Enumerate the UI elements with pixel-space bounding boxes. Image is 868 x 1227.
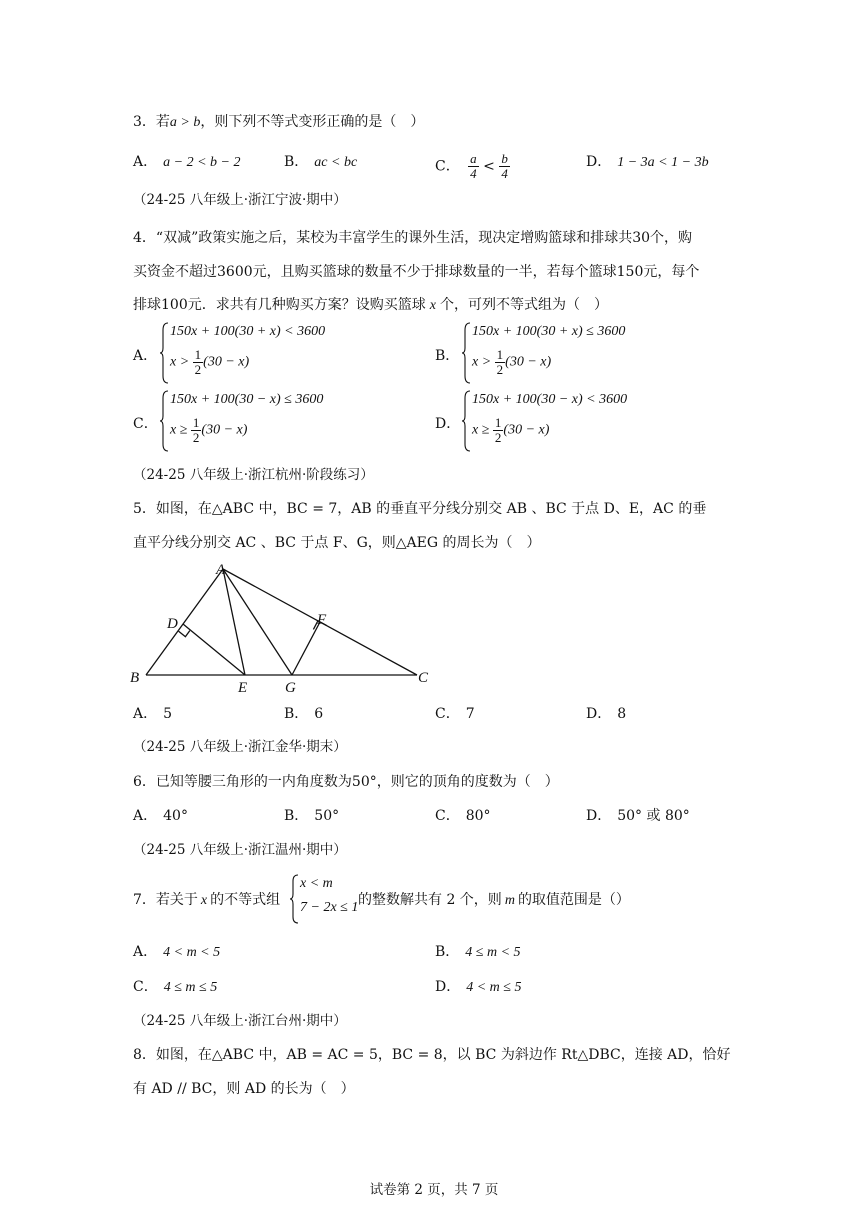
- q4-option-a-system: [160, 322, 390, 384]
- option-label: C．: [435, 706, 460, 722]
- frac-num: 1: [494, 415, 502, 430]
- segment-ab: [146, 569, 223, 675]
- q7-prefix: 7．若关于: [133, 892, 198, 908]
- option-label: C．: [435, 158, 460, 175]
- q4-source: （24-25 八年级上·浙江杭州·阶段练习）: [133, 467, 374, 483]
- option-text: 80°: [465, 808, 491, 824]
- option-text: 4 ≤ m < 5: [465, 945, 521, 960]
- q6-option-d: [586, 806, 690, 826]
- brace-icon: [462, 322, 472, 384]
- option-text: 8: [617, 706, 627, 722]
- q4-option-a-label: A．: [133, 348, 158, 364]
- option-text: 4 ≤ m ≤ 5: [163, 980, 218, 995]
- option-label: B．: [284, 808, 309, 824]
- option-label: C．: [435, 808, 460, 824]
- option-label: D．: [435, 979, 461, 995]
- label-d: D: [167, 616, 178, 632]
- frac-den: 4: [470, 166, 477, 181]
- option-text: 4 < m ≤ 5: [466, 980, 522, 995]
- less-than: <: [483, 158, 495, 175]
- q5-triangle-figure: [120, 558, 450, 698]
- q3-stem-prefix: 3．若: [133, 114, 170, 130]
- option-text: a − 2 < b − 2: [163, 155, 241, 170]
- label-b: B: [130, 670, 140, 686]
- option-label: B．: [284, 706, 309, 722]
- q3-option-c: [435, 152, 510, 181]
- option-label: B．: [435, 944, 460, 960]
- frac-den: 4: [501, 166, 508, 181]
- label-c: C: [418, 670, 429, 686]
- q3-option-b: [284, 152, 357, 173]
- q6-source: （24-25 八年级上·浙江温州·期中）: [133, 842, 347, 858]
- q7-system: [290, 874, 360, 924]
- q5-option-d: [586, 704, 626, 724]
- q4-option-d-label: D．: [435, 416, 461, 432]
- option-text: 40°: [163, 808, 188, 824]
- system-row-1: 150x + 100(30 − x) ≤ 3600: [170, 392, 324, 407]
- page-footer: 试卷第 2 页，共 7 页: [369, 1182, 499, 1198]
- option-label: D．: [586, 808, 612, 824]
- q5-source: （24-25 八年级上·浙江金华·期末）: [133, 739, 347, 755]
- system-row-2: [472, 416, 549, 445]
- q7-mid: 的不等式组: [210, 892, 281, 908]
- q4-line-3-a: 排球100元．求共有几种购买方案？设购买篮球: [133, 297, 426, 313]
- system-row-1: 150x + 100(30 − x) < 3600: [472, 392, 628, 407]
- system-row-2: [170, 416, 247, 445]
- brace-icon: [160, 322, 170, 384]
- q7-stem-prefix: [133, 890, 280, 911]
- option-text: 5: [163, 706, 173, 722]
- fraction-half: [493, 416, 504, 445]
- fraction-half: [191, 416, 202, 445]
- q4-option-c-label: C．: [133, 416, 158, 432]
- right-angle-mark-d: [179, 631, 190, 637]
- q7-option-c: [133, 977, 217, 998]
- frac-num: 1: [194, 347, 202, 362]
- system-row-2: [170, 348, 249, 377]
- frac-den: 2: [494, 430, 502, 445]
- q7-stem-suffix: [358, 890, 630, 911]
- q4-line-3-b: 个，可列不等式组为（ ）: [439, 297, 608, 313]
- q7-suffix: 的整数解共有 2 个，则: [358, 892, 502, 908]
- q7-option-d: [435, 977, 521, 998]
- label-f: F: [317, 612, 327, 628]
- option-label: A．: [133, 706, 158, 722]
- q4-option-b-label: B．: [435, 348, 460, 364]
- q7-option-b: [435, 942, 521, 963]
- system-row-2: 7 − 2x ≤ 1: [300, 900, 359, 915]
- q8-line-1: 8．如图，在△ABC 中，AB = AC = 5，BC = 8，以 BC 为斜边作 Rt△DBC，连接 AD，恰好: [133, 1047, 731, 1063]
- frac-den: 2: [496, 362, 504, 377]
- q7-var-x: x: [200, 893, 208, 908]
- q3-stem: [133, 112, 424, 133]
- fraction-half: [193, 348, 204, 377]
- q4-line-3: [133, 295, 608, 316]
- label-a: A: [216, 562, 226, 578]
- row-suffix: (30 − x): [203, 354, 250, 370]
- row-suffix: (30 − x): [201, 422, 248, 438]
- q6-option-a: [133, 806, 188, 826]
- option-text: 50° 或 80°: [617, 808, 690, 824]
- q6-option-b: [284, 806, 339, 826]
- brace-icon: [290, 874, 300, 924]
- frac-num: 1: [496, 347, 504, 362]
- option-text: 50°: [314, 808, 340, 824]
- q3-option-d: [586, 152, 709, 173]
- option-label: D．: [586, 154, 612, 170]
- q4-option-d-system: [462, 390, 692, 452]
- q6-option-c: [435, 806, 491, 826]
- q3-stem-condition: a > b: [169, 115, 201, 130]
- option-text: 1 − 3a < 1 − 3b: [617, 155, 709, 170]
- q7-option-a: [133, 942, 220, 963]
- option-text: 7: [465, 706, 475, 722]
- system-row-1: 150x + 100(30 + x) ≤ 3600: [472, 324, 626, 339]
- q3-source: （24-25 八年级上·浙江宁波·期中）: [133, 192, 347, 208]
- q4-option-c-system: [160, 390, 390, 452]
- q6-stem: 6．已知等腰三角形的一内角度数为50°，则它的顶角的度数为（ ）: [133, 774, 559, 790]
- q5-option-b: [284, 704, 323, 724]
- frac-den: 2: [192, 430, 200, 445]
- option-label: A．: [133, 808, 158, 824]
- row-suffix: (30 − x): [505, 354, 552, 370]
- frac-num: a: [470, 151, 477, 166]
- row-prefix: x >: [170, 354, 190, 370]
- option-label: B．: [284, 154, 309, 170]
- q5-option-a: [133, 704, 172, 724]
- q4-var-x: x: [429, 298, 436, 313]
- label-e: E: [238, 680, 248, 696]
- label-g: G: [285, 680, 296, 696]
- q8-line-2: 有 AD // BC，则 AD 的长为（ ）: [133, 1081, 355, 1097]
- fraction: [499, 152, 510, 181]
- frac-num: b: [501, 151, 508, 166]
- option-label: D．: [586, 706, 612, 722]
- q7-var-m: m: [504, 893, 515, 908]
- option-text: 4 < m < 5: [163, 945, 221, 960]
- q3-stem-suffix: ，则下列不等式变形正确的是（ ）: [200, 114, 425, 130]
- q5-line-2: 直平分线分别交 AC 、BC 于点 F、G，则△AEG 的周长为（ ）: [133, 535, 541, 551]
- q7-source: （24-25 八年级上·浙江台州·期中）: [133, 1013, 347, 1029]
- brace-icon: [462, 390, 472, 452]
- system-row-1: x < m: [300, 876, 333, 891]
- system-row-2: [472, 348, 551, 377]
- option-label: A．: [133, 944, 158, 960]
- q5-line-1: 5．如图，在△ABC 中，BC = 7，AB 的垂直平分线分别交 AB 、BC 于点 D、E，AC 的垂: [133, 501, 707, 517]
- q3-option-a: [133, 152, 240, 173]
- segment-fg: [292, 622, 320, 675]
- option-label: A．: [133, 154, 158, 170]
- frac-den: 2: [194, 362, 202, 377]
- system-row-1: 150x + 100(30 + x) < 3600: [170, 324, 326, 339]
- q5-option-c: [435, 704, 475, 724]
- brace-icon: [160, 390, 170, 452]
- option-text: ac < bc: [314, 155, 358, 170]
- q4-line-2: 买资金不超过3600元，且购买篮球的数量不少于排球数量的一半，若每个篮球150元，每个: [133, 264, 700, 280]
- option-text: 6: [314, 706, 324, 722]
- q4-line-1: 4．“双减”政策实施之后，某校为丰富学生的课外生活，现决定增购篮球和排球共30个，购: [133, 230, 693, 246]
- q7-end: 的取值范围是（）: [517, 892, 630, 908]
- q4-option-b-system: [462, 322, 692, 384]
- frac-num: 1: [192, 415, 200, 430]
- row-prefix: x >: [472, 354, 492, 370]
- fraction-half: [495, 348, 506, 377]
- fraction: [468, 152, 479, 181]
- row-suffix: (30 − x): [503, 422, 550, 438]
- option-label: C．: [133, 979, 158, 995]
- row-prefix: x ≥: [472, 422, 490, 438]
- row-prefix: x ≥: [170, 422, 188, 438]
